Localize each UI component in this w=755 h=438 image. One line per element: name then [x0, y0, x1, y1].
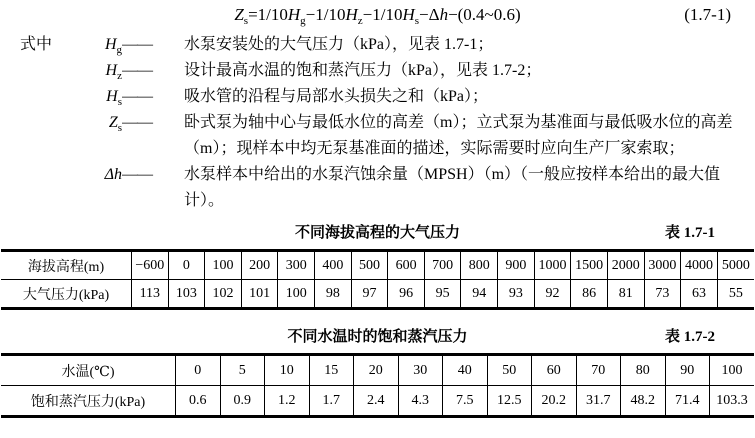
table-cell: 50 — [487, 355, 532, 386]
equation-segment: −(0.4~0.6) — [448, 5, 521, 24]
table-cell: 700 — [424, 251, 461, 280]
table-cell: 20.2 — [532, 386, 577, 417]
table-cell: 400 — [315, 251, 352, 280]
definition-dash: —— — [122, 166, 152, 183]
var-Hs-subscript: s — [414, 15, 420, 27]
table2-caption — [0, 327, 755, 348]
table-cell: 98 — [315, 280, 352, 309]
table-cell: 96 — [388, 280, 425, 309]
table-cell: 30 — [398, 355, 443, 386]
row-header: 大气压力(kPa) — [1, 280, 132, 309]
definition-row-Hs — [20, 84, 737, 110]
equation-1-7-1 — [234, 5, 521, 27]
table-cell: 900 — [498, 251, 535, 280]
equation-segment: −1/10 — [362, 5, 403, 24]
table-cell: 0 — [168, 251, 205, 280]
table-cell: 100 — [278, 280, 315, 309]
definition-dash: —— — [122, 114, 152, 131]
table-cell: 60 — [532, 355, 577, 386]
variable-symbol — [72, 84, 122, 110]
symbol-definitions — [20, 32, 737, 214]
definition-text: 吸水管的沿程与局部水头损失之和（kPa）； — [184, 88, 489, 105]
var-delta-h: h — [439, 5, 449, 24]
table-cell: 300 — [278, 251, 315, 280]
table1-caption — [0, 223, 755, 244]
var-letter: Δh — [104, 166, 122, 183]
var-Hz-subscript: z — [357, 15, 363, 27]
table-cell: 55 — [717, 280, 754, 309]
var-Hg: H — [287, 5, 301, 24]
indent-spacer — [20, 162, 72, 214]
table-cell: 3000 — [644, 251, 681, 280]
table-cell: 86 — [571, 280, 608, 309]
var-Hg-subscript: g — [300, 15, 306, 27]
table-cell: 102 — [205, 280, 242, 309]
row-header: 海拔高程(m) — [1, 251, 132, 280]
equation-number: (1.7-1) — [684, 5, 731, 24]
var-subscript: s — [117, 96, 122, 108]
table-row — [1, 251, 754, 280]
definition-row-Hz — [20, 58, 737, 84]
table-cell: 95 — [424, 280, 461, 309]
table-cell: 4.3 — [398, 386, 443, 417]
table-cell: 97 — [351, 280, 388, 309]
table-cell: 2.4 — [354, 386, 399, 417]
table-cell: 7.5 — [443, 386, 488, 417]
table-cell: 500 — [351, 251, 388, 280]
definition-text: 水泵安装处的大气压力（kPa），见表 1.7-1； — [184, 36, 494, 53]
definition-row-Hg — [20, 32, 737, 58]
variable-symbol — [72, 162, 122, 214]
definition-text: 卧式泵为轴中心与最低水位的高差（m）；立式泵为基准面与最低吸水位的高差（m）；现样本中均无泵基准面的描述，实际需要时应向生产厂家索取； — [184, 114, 733, 157]
table-row — [1, 280, 754, 309]
vapor-pressure-table — [1, 353, 754, 418]
table-cell: 12.5 — [487, 386, 532, 417]
table-cell: 100 — [710, 355, 755, 386]
equation-segment: −Δ — [419, 5, 440, 24]
definition-row-delta-h — [20, 162, 737, 214]
table-cell: 0.9 — [220, 386, 265, 417]
var-Hz: H — [345, 5, 358, 24]
var-Hs: H — [402, 5, 415, 24]
table-cell: 4000 — [681, 251, 718, 280]
formula-intro-label: 式中 — [20, 36, 53, 53]
var-subscript: g — [116, 44, 122, 56]
atmospheric-pressure-table — [1, 249, 754, 310]
table-cell: 0 — [176, 355, 221, 386]
table-cell: 80 — [621, 355, 666, 386]
table-cell: 93 — [498, 280, 535, 309]
definition-row-Zs — [20, 110, 737, 162]
var-subscript: s — [117, 122, 122, 134]
var-subscript: z — [117, 70, 122, 82]
table-cell: 94 — [461, 280, 498, 309]
var-letter: Z — [108, 114, 118, 131]
table-cell: 1000 — [534, 251, 571, 280]
table-cell: 90 — [665, 355, 710, 386]
definition-dash: —— — [122, 62, 152, 79]
table-row — [1, 355, 754, 386]
table-cell: 40 — [443, 355, 488, 386]
definition-dash: —— — [122, 36, 152, 53]
variable-symbol — [72, 32, 122, 58]
table-cell: 31.7 — [576, 386, 621, 417]
table2-title: 不同水温时的饱和蒸汽压力 — [287, 329, 468, 345]
var-letter: H — [104, 36, 117, 53]
table-cell: 92 — [534, 280, 571, 309]
table-cell: 15 — [309, 355, 354, 386]
variable-symbol — [72, 110, 122, 162]
table-cell: 5 — [220, 355, 265, 386]
table-row — [1, 386, 754, 417]
table2-label: 表 1.7-2 — [665, 329, 715, 345]
var-Z: Z — [234, 5, 244, 24]
table-cell: −600 — [132, 251, 169, 280]
variable-symbol — [72, 58, 122, 84]
table-cell: 200 — [241, 251, 278, 280]
table-cell: 1.2 — [265, 386, 310, 417]
equation-segment: −1/10 — [305, 5, 346, 24]
table-cell: 20 — [354, 355, 399, 386]
table-cell: 103.3 — [710, 386, 755, 417]
table-cell: 5000 — [717, 251, 754, 280]
table-cell: 2000 — [607, 251, 644, 280]
indent-spacer — [20, 84, 72, 110]
var-Z-subscript: s — [243, 15, 249, 27]
table-cell: 0.6 — [176, 386, 221, 417]
indent-spacer — [20, 110, 72, 162]
table-cell: 1500 — [571, 251, 608, 280]
var-letter: H — [105, 62, 118, 79]
row-header: 水温(℃) — [1, 355, 176, 386]
definition-text: 设计最高水温的饱和蒸汽压力（kPa），见表 1.7-2； — [184, 62, 542, 79]
table-cell: 113 — [132, 280, 169, 309]
table1-label: 表 1.7-1 — [665, 225, 715, 241]
table-cell: 103 — [168, 280, 205, 309]
table-cell: 100 — [205, 251, 242, 280]
table-cell: 73 — [644, 280, 681, 309]
equation-row — [0, 0, 755, 30]
table-cell: 1.7 — [309, 386, 354, 417]
indent-spacer — [20, 58, 72, 84]
table-cell: 600 — [388, 251, 425, 280]
table1-title: 不同海拔高程的大气压力 — [294, 225, 460, 241]
table-cell: 63 — [681, 280, 718, 309]
definition-dash: —— — [122, 88, 152, 105]
var-letter: H — [106, 88, 118, 105]
table-cell: 81 — [607, 280, 644, 309]
table-cell: 800 — [461, 251, 498, 280]
table-cell: 10 — [265, 355, 310, 386]
table-cell: 71.4 — [665, 386, 710, 417]
table-cell: 101 — [241, 280, 278, 309]
row-header: 饱和蒸汽压力(kPa) — [1, 386, 176, 417]
definition-text: 水泵样本中给出的水泵汽蚀余量（MPSH）（m）（一般应按样本给出的最大值计）。 — [184, 166, 721, 209]
table-cell: 70 — [576, 355, 621, 386]
table-cell: 48.2 — [621, 386, 666, 417]
equation-segment: =1/10 — [248, 5, 288, 24]
